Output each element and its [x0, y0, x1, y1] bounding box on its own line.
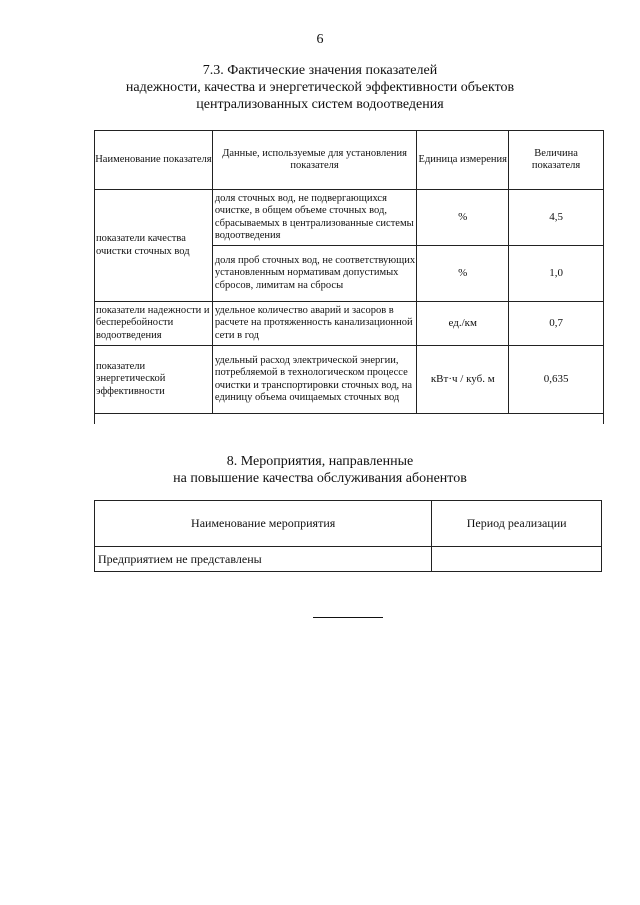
- data-cell: доля сточных вод, не подвергающихся очистке, в общем объеме сточных вод, сбрасываемых в централизованные системы водоотведения: [212, 190, 417, 246]
- measures-table: [94, 500, 602, 572]
- unit-cell: ед./км: [417, 302, 509, 346]
- header-unit: Единица измерения: [417, 131, 509, 190]
- data-cell: удельный расход электрической энергии, потребляемой в технологическом процессе очистки и транспортировки сточных вод, на единицу объема очищаемых сточных вод: [212, 346, 417, 414]
- section-8-title-line-1: 8. Мероприятия, направленные: [226, 454, 414, 469]
- indicator-cell: показатели надежности и бесперебойности водоотведения: [95, 302, 213, 346]
- value-cell: 1,0: [509, 246, 604, 302]
- data-cell: доля проб сточных вод, не соответствующих установленным нормативам допустимых сбросов, лимитам на сбросы: [212, 246, 417, 302]
- table-row: [95, 302, 604, 346]
- table-row: [95, 346, 604, 414]
- header-data: Данные, используемые для установления показателя: [212, 131, 417, 190]
- unit-cell: кВт·ч / куб. м: [417, 346, 509, 414]
- header-indicator: Наименование показателя: [95, 131, 213, 190]
- indicators-table: [94, 130, 604, 424]
- measures-header-row: [95, 501, 602, 547]
- section-7-3-title: [0, 62, 640, 113]
- section-7-3-title-line-3: централизованных систем водоотведения: [196, 97, 444, 112]
- end-rule: [313, 617, 383, 618]
- value-cell: 0,7: [509, 302, 604, 346]
- header-measure: Наименование мероприятия: [95, 501, 432, 547]
- table-row: [95, 547, 602, 572]
- indicator-cell: показатели энергетической эффективности: [95, 346, 213, 414]
- value-cell: 4,5: [509, 190, 604, 246]
- unit-cell: %: [417, 190, 509, 246]
- header-period: Период реализации: [432, 501, 602, 547]
- header-value: Величина показателя: [509, 131, 604, 190]
- measure-cell: Предприятием не представлены: [95, 547, 432, 572]
- section-8-title: [0, 453, 640, 487]
- table-bottom-padding: [95, 414, 604, 424]
- value-cell: 0,635: [509, 346, 604, 414]
- section-7-3-title-line-2: надежности, качества и энергетической эффективности объектов: [125, 80, 515, 95]
- indicator-cell: показатели качества очистки сточных вод: [95, 190, 213, 302]
- section-8-title-line-2: на повышение качества обслуживания абонентов: [173, 471, 467, 486]
- table-row: [95, 190, 604, 246]
- unit-cell: %: [417, 246, 509, 302]
- data-cell: удельное количество аварий и засоров в расчете на протяженность канализационной сети в год: [212, 302, 417, 346]
- indicators-header-row: [95, 131, 604, 190]
- page-number: 6: [316, 32, 324, 47]
- section-7-3-title-line-1: 7.3. Фактические значения показателей: [202, 63, 438, 78]
- period-cell: [432, 547, 602, 572]
